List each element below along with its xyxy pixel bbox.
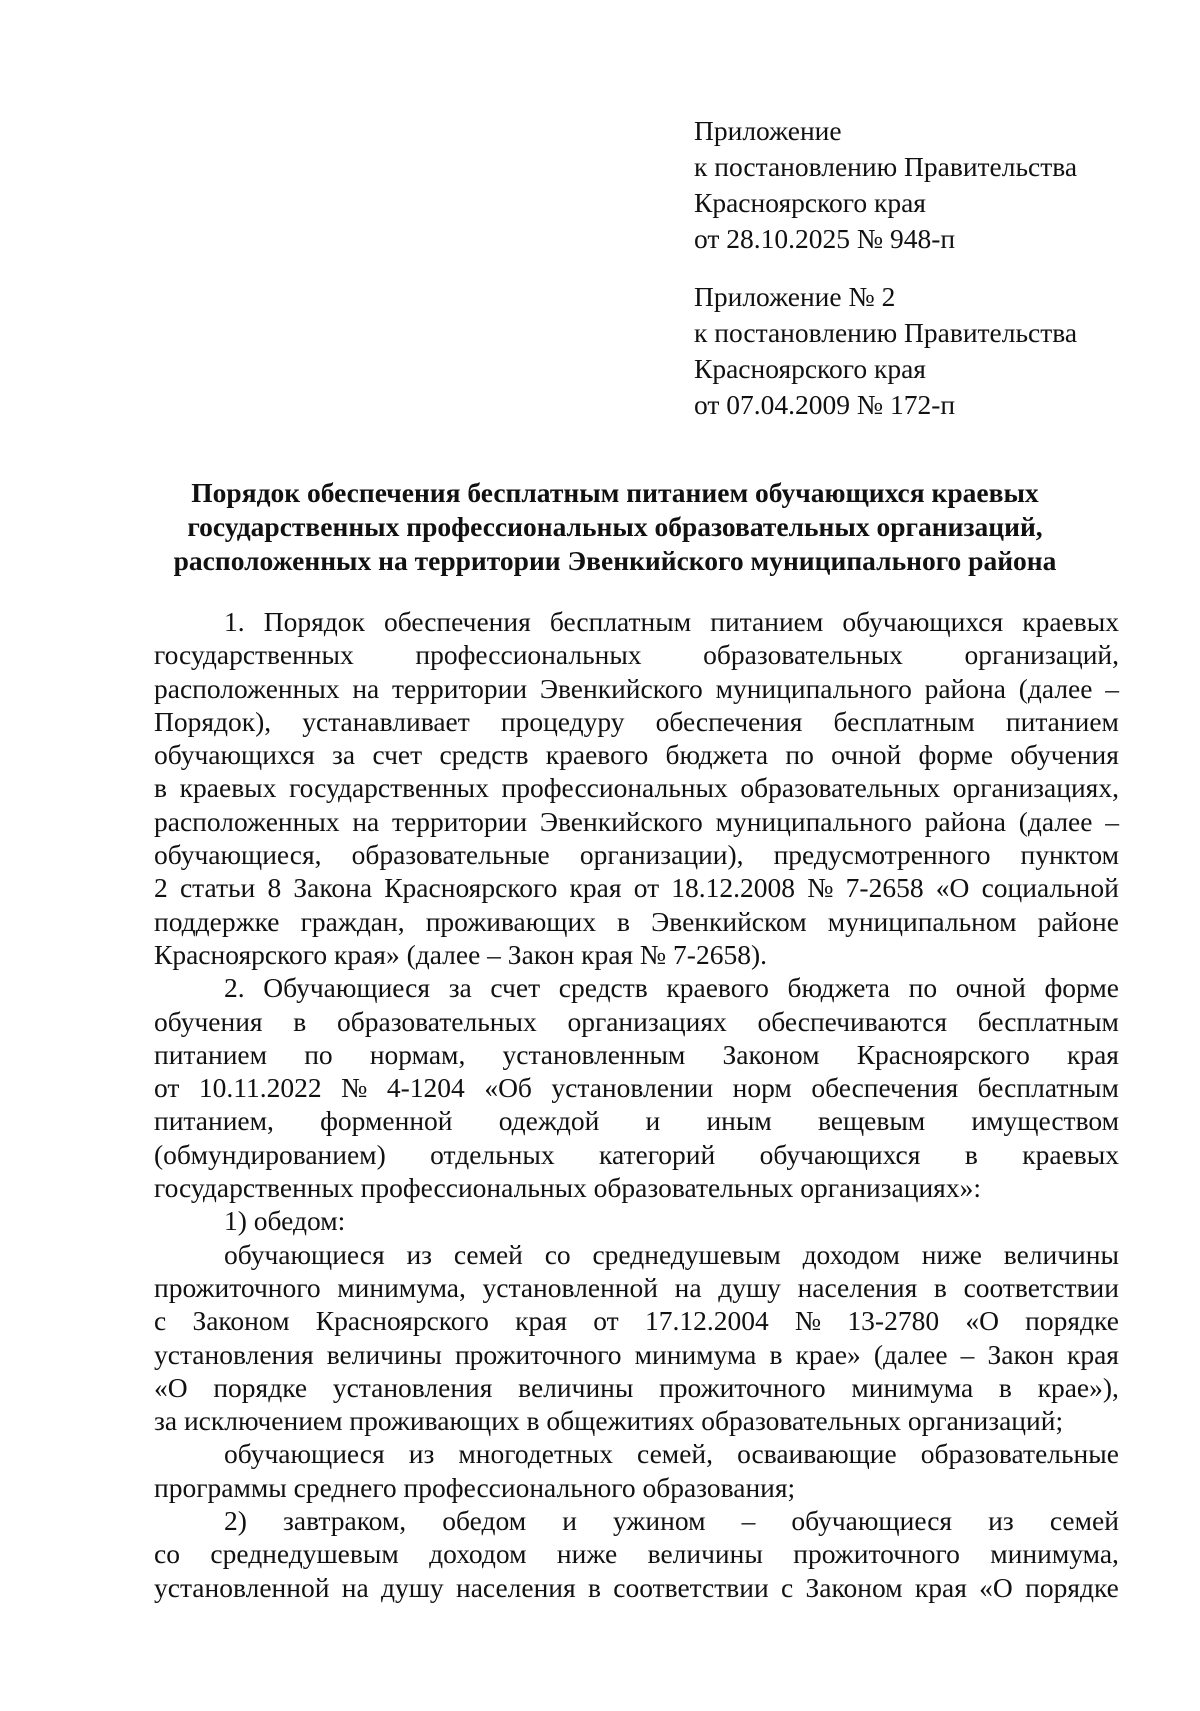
body-line: 1. Порядок обеспечения бесплатным питанием обучающихся краевых [224, 606, 1119, 637]
appendix-line: от 07.04.2009 № 172-п [694, 389, 956, 420]
body-line: обучающиеся, образовательные организации), предусмотренного пунктом [154, 839, 1119, 871]
body-line: (обмундированием) отдельных категорий обучающихся в краевых [154, 1138, 1119, 1170]
title-line: расположенных на территории Эвенкийского муниципального района [173, 545, 1057, 576]
body-line: установленной на душу населения в соответствии с Законом края «О порядке [154, 1571, 1119, 1603]
appendix-header-original [694, 279, 1154, 423]
body-line: установления величины прожиточного минимума в крае» (далее – Закон края [154, 1338, 1119, 1370]
body-line: прожиточного минимума, установленной на душу населения в соответствии [154, 1271, 1119, 1303]
body-line: государственных профессиональных образовательных организациях»: [154, 1172, 981, 1204]
document-title [150, 476, 1080, 578]
body-line: 2. Обучающиеся за счет средств краевого бюджета по очной форме [224, 972, 1119, 1004]
body-line: 1) обедом: [224, 1205, 346, 1237]
body-line: питанием, форменной одеждой и иным вещевым имуществом [154, 1105, 1119, 1137]
appendix-line: Красноярского края [694, 353, 926, 384]
body-line: Порядок), устанавливает процедуру обеспечения бесплатным питанием [154, 705, 1119, 737]
body-line: «О порядке установления величины прожиточного минимума в крае»), [154, 1371, 1119, 1403]
body-line: 2) завтраком, обедом и ужином – обучающиеся из семей [224, 1505, 1119, 1537]
appendix-header-current [694, 113, 1154, 257]
appendix-line: Красноярского края [694, 187, 926, 218]
appendix-line: Приложение № 2 [694, 281, 896, 312]
appendix-line: к постановлению Правительства [694, 151, 1078, 182]
body-line: расположенных на территории Эвенкийского муниципального района (далее – [154, 672, 1119, 704]
body-line: обучающиеся из многодетных семей, осваивающие образовательные [224, 1438, 1119, 1470]
body-line: государственных профессиональных образовательных организаций, [154, 639, 1119, 671]
document-body [154, 605, 1119, 1604]
body-line: в краевых государственных профессиональных образовательных организациях, [154, 772, 1119, 804]
appendix-line: Приложение [694, 115, 842, 146]
body-line: обучающихся за счет средств краевого бюджета по очной форме обучения [154, 739, 1119, 771]
body-line: программы среднего профессионального образования; [154, 1471, 796, 1503]
appendix-line: к постановлению Правительства [694, 317, 1078, 348]
title-line: Порядок обеспечения бесплатным питанием обучающихся краевых [191, 477, 1039, 508]
body-line: Красноярского края» (далее – Закон края № 7-2658). [154, 938, 767, 970]
body-line: за исключением проживающих в общежитиях образовательных организаций; [154, 1405, 1064, 1437]
appendix-line: от 28.10.2025 № 948-п [694, 223, 956, 254]
title-line: государственных профессиональных образовательных организаций, [187, 511, 1043, 542]
body-line: обучающиеся из семей со среднедушевым доходом ниже величины [224, 1238, 1119, 1270]
body-line: со среднедушевым доходом ниже величины прожиточного минимума, [154, 1538, 1119, 1570]
body-line: от 10.11.2022 № 4-1204 «Об установлении норм обеспечения бесплатным [154, 1072, 1119, 1104]
body-line: 2 статьи 8 Закона Красноярского края от 18.12.2008 № 7-2658 «О социальной [154, 872, 1119, 904]
body-line: расположенных на территории Эвенкийского муниципального района (далее – [154, 805, 1119, 837]
body-line: обучения в образовательных организациях обеспечиваются бесплатным [154, 1005, 1119, 1037]
body-line: с Законом Красноярского края от 17.12.2004 № 13-2780 «О порядке [154, 1305, 1119, 1337]
body-line: поддержке граждан, проживающих в Эвенкийском муниципальном районе [154, 905, 1119, 937]
body-line: питанием по нормам, установленным Законом Красноярского края [154, 1038, 1119, 1070]
